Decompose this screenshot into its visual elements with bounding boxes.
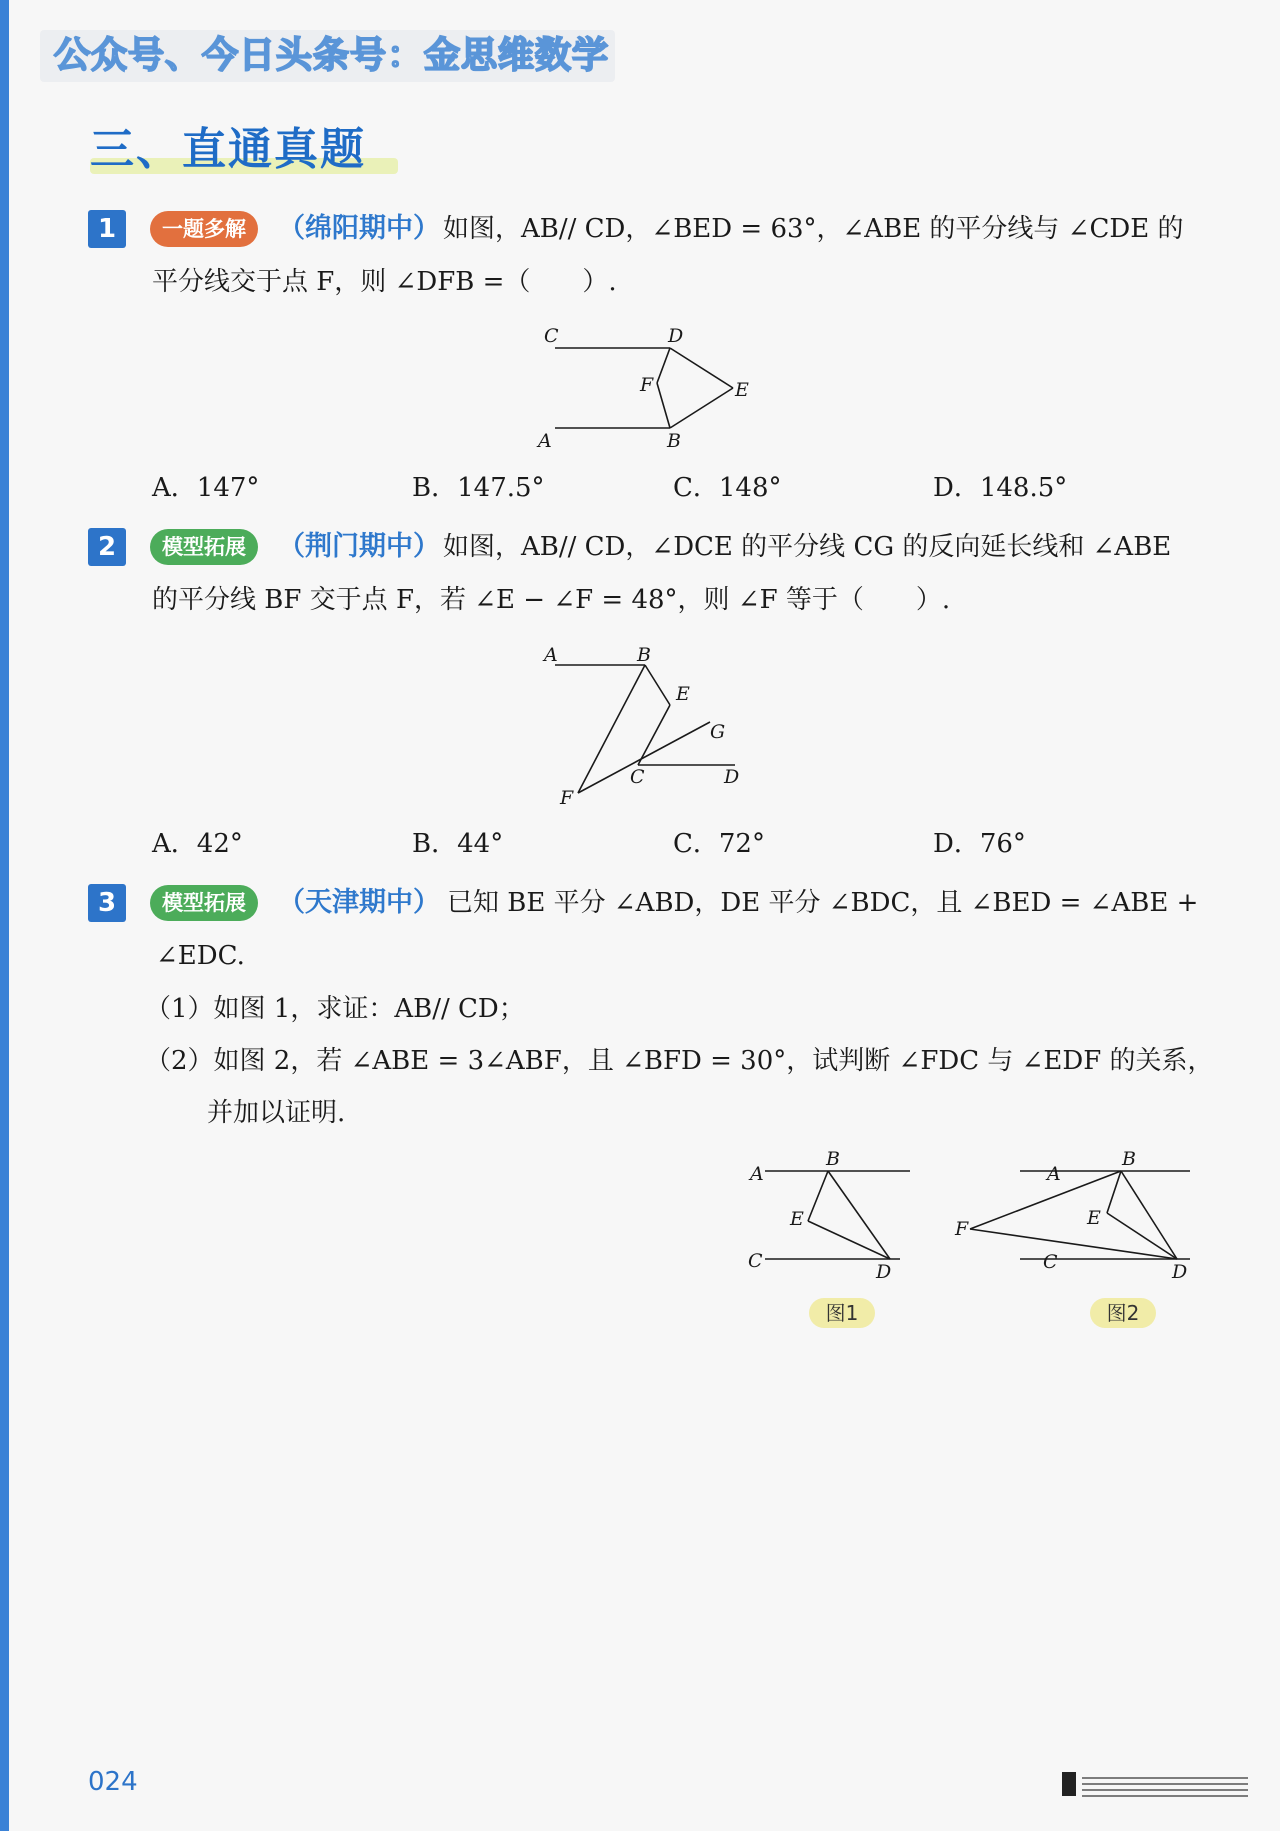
q3f2-label-a: A <box>1047 1163 1061 1185</box>
question-3-line-2: ∠EDC. <box>156 941 245 971</box>
q3f2-label-f: F <box>955 1218 969 1240</box>
question-3-source: （天津期中） <box>278 887 440 918</box>
question-1-line-1: 如图，AB// CD，∠BED = 63°，∠ABE 的平分线与 ∠CDE 的 <box>443 214 1184 244</box>
question-2-line-1: 如图，AB// CD，∠DCE 的平分线 CG 的反向延长线和 ∠ABE <box>443 532 1172 562</box>
q2-label-c: C <box>630 766 645 788</box>
q3f1-label-a: A <box>750 1163 764 1185</box>
question-1-line-2: 平分线交于点 F，则 ∠DFB =（ ）. <box>152 267 617 297</box>
q1-label-f: F <box>640 374 654 396</box>
figure-2-caption: 图2 <box>1090 1298 1156 1328</box>
q3f2-label-d: D <box>1172 1261 1188 1283</box>
q2-label-e: E <box>676 683 690 705</box>
section-title: 三、直通真题 <box>90 124 366 175</box>
q3f1-label-c: C <box>748 1250 763 1272</box>
q2-label-d: D <box>724 766 740 788</box>
q1-label-e: E <box>735 379 749 401</box>
question-2-number: 2 <box>88 528 126 566</box>
question-2-option-d: D．76° <box>933 829 1026 859</box>
question-3-line-1: 已知 BE 平分 ∠ABD，DE 平分 ∠BDC，且 ∠BED = ∠ABE + <box>447 888 1199 918</box>
question-1-option-d: D．148.5° <box>933 473 1068 503</box>
q3f1-label-e: E <box>790 1208 804 1230</box>
question-3-number: 3 <box>88 884 126 922</box>
question-3-part-1: （1）如图 1，求证：AB// CD； <box>145 994 525 1024</box>
q3f2-label-b: B <box>1122 1148 1136 1170</box>
question-1-number: 1 <box>88 210 126 248</box>
question-2-option-a: A．42° <box>152 829 243 859</box>
q2-label-f: F <box>560 787 574 809</box>
page-number: 024 <box>88 1767 138 1797</box>
q3f2-label-e: E <box>1087 1207 1101 1229</box>
q1-label-a: A <box>538 430 552 452</box>
question-1-source: （绵阳期中） <box>278 213 440 244</box>
question-2-source: （荆门期中） <box>278 531 440 562</box>
question-2-badge: 模型拓展 <box>150 529 258 565</box>
watermark-banner: 公众号、今日头条号：金思维数学 <box>40 30 615 82</box>
question-3-figure-1 <box>740 1145 920 1285</box>
question-2-option-b: B．44° <box>412 829 504 859</box>
q2-label-a: A <box>544 644 558 666</box>
question-1-badge: 一题多解 <box>150 211 258 247</box>
q2-label-g: G <box>710 721 726 743</box>
question-2-line-2: 的平分线 BF 交于点 F，若 ∠E − ∠F = 48°，则 ∠F 等于（ ）. <box>152 585 951 615</box>
q3f1-label-d: D <box>876 1261 892 1283</box>
figure-1-caption: 图1 <box>809 1298 875 1328</box>
question-1-option-b: B．147.5° <box>412 473 545 503</box>
question-1-figure <box>530 318 770 458</box>
q1-label-b: B <box>667 430 681 452</box>
q3f2-label-c: C <box>1043 1251 1058 1273</box>
left-edge-bar <box>0 0 9 1831</box>
question-3-part-2-cont: 并加以证明. <box>207 1098 346 1128</box>
question-1-option-c: C．148° <box>673 473 782 503</box>
question-2-figure <box>530 638 760 818</box>
q1-label-c: C <box>544 325 559 347</box>
question-1-option-a: A．147° <box>152 473 260 503</box>
question-3-badge: 模型拓展 <box>150 885 258 921</box>
question-3-figure-2 <box>945 1145 1195 1285</box>
question-3-part-2: （2）如图 2，若 ∠ABE = 3∠ABF，且 ∠BFD = 30°，试判断 ∠FDC 与 ∠EDF 的关系， <box>145 1046 1214 1076</box>
page-edge-marks <box>1062 1770 1252 1800</box>
q2-label-b: B <box>637 644 651 666</box>
q3f1-label-b: B <box>826 1148 840 1170</box>
q1-label-d: D <box>668 325 684 347</box>
question-2-option-c: C．72° <box>673 829 765 859</box>
